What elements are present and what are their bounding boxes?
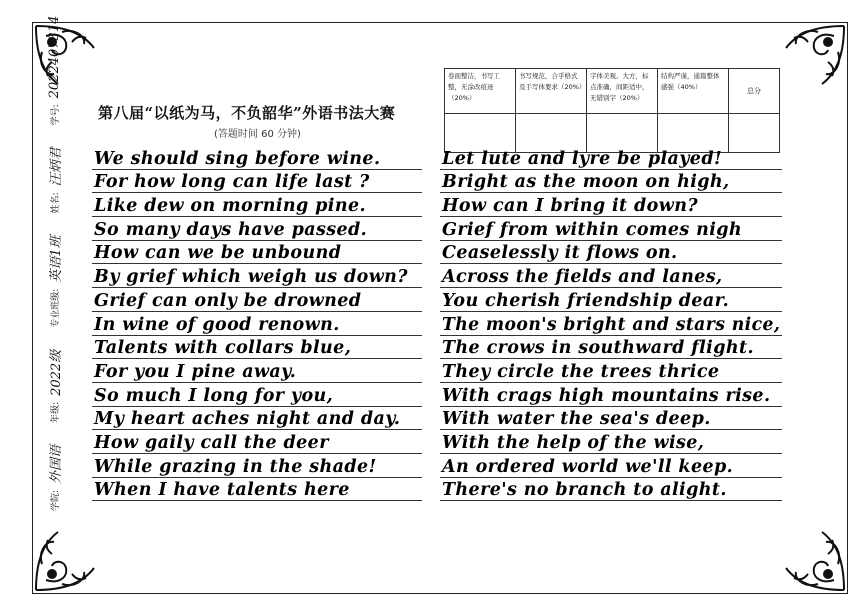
page-title: 第八届“以纸为马，不负韶华”外语书法大赛 <box>98 104 396 122</box>
poem-line-text: So many days have passed. <box>94 219 368 240</box>
corner-ornament-icon <box>778 524 848 594</box>
grade-value: 2022级 <box>48 349 64 396</box>
grade-label: 年级: <box>50 401 61 423</box>
school-label: 学院: <box>50 489 61 511</box>
poem-line-text: Ceaselessly it flows on. <box>442 243 678 264</box>
poem-line <box>92 312 422 336</box>
poem-line <box>92 265 422 289</box>
poem-line-text: Grief from within comes nigh <box>442 219 743 240</box>
poem-line-text: With water the sea's deep. <box>442 409 711 430</box>
poem-line <box>92 288 422 312</box>
poem-line <box>92 454 422 478</box>
score-criterion-structure: 结构严谨，通篇整体感强（40%） <box>658 69 729 114</box>
poem-line <box>440 407 782 431</box>
corner-ornament-icon <box>778 22 848 92</box>
poem-line-text: Across the fields and lanes, <box>442 267 723 288</box>
poem-line <box>92 170 422 194</box>
poem-line-text: You cherish friendship dear. <box>442 290 730 311</box>
score-table <box>444 68 780 153</box>
poem-line-text: For how long can life last ? <box>94 172 370 193</box>
score-criterion-aesthetics: 字体美观、大方，标点准确，间距适中，无错别字（20%） <box>587 69 658 114</box>
poem-line <box>440 478 782 502</box>
poem-line-text: Bright as the moon on high, <box>442 172 730 193</box>
time-limit-note: (答题时间 60 分钟) <box>214 129 301 140</box>
corner-ornament-icon <box>32 22 102 92</box>
poem-line-text: In wine of good renown. <box>94 314 340 335</box>
poem-line-text: How can we be unbound <box>94 243 342 264</box>
poem-line-text: My heart aches night and day. <box>94 409 401 430</box>
poem-line <box>92 217 422 241</box>
poem-line-text: When I have talents here <box>94 480 350 501</box>
score-total-header: 总分 <box>729 69 780 114</box>
poem-line-text: So much I long for you, <box>94 385 334 406</box>
poem-line <box>440 146 782 170</box>
poem-line-text: The moon's bright and stars nice, <box>442 314 781 335</box>
poem-line-text: How can I bring it down? <box>442 196 698 217</box>
score-criterion-neatness: 卷面整洁，书写工整，无涂改痕迹（20%） <box>445 69 516 114</box>
poem-line <box>440 336 782 360</box>
poem-line <box>92 336 422 360</box>
poem-line <box>92 359 422 383</box>
poem-line <box>440 383 782 407</box>
poem-line <box>440 241 782 265</box>
poem-line <box>440 193 782 217</box>
poem-line <box>92 193 422 217</box>
poem-line <box>92 430 422 454</box>
poem-line <box>92 146 422 170</box>
id-value: 2022407314 <box>46 15 62 99</box>
poem-line <box>92 241 422 265</box>
score-criterion-format: 书写规范，合乎格式及手写体要求（20%） <box>516 69 587 114</box>
school-value: 外国语 <box>48 444 64 484</box>
poem-line-text: We should sing before wine. <box>94 148 381 169</box>
id-label: 学号: <box>50 104 61 126</box>
poem-line-text: Like dew on morning pine. <box>94 196 366 217</box>
poem-line <box>440 217 782 241</box>
poem-line <box>440 288 782 312</box>
poem-line-text: How gaily call the deer <box>94 433 329 454</box>
poem-line-text: By grief which weigh us down? <box>94 267 408 288</box>
major-label: 专业班级: <box>50 288 61 328</box>
major-value: 英语1班 <box>48 235 64 283</box>
poem-line <box>440 312 782 336</box>
poem-line-text: The crows in southward flight. <box>442 338 754 359</box>
poem-line <box>92 478 422 502</box>
poem-line-text: Let lute and lyre be played! <box>442 148 723 169</box>
poem-line <box>440 170 782 194</box>
poem-line <box>92 383 422 407</box>
name-value: 汪炳君 <box>48 147 64 187</box>
poem-line-text: There's no branch to alight. <box>442 480 727 501</box>
poem-line <box>440 359 782 383</box>
poem-line <box>440 430 782 454</box>
poem-line <box>440 454 782 478</box>
corner-ornament-icon <box>32 524 102 594</box>
poem-line-text: An ordered world we'll keep. <box>442 456 734 477</box>
poem-line <box>440 265 782 289</box>
poem-left-column <box>92 146 422 506</box>
poem-line-text: They circle the trees thrice <box>442 361 720 382</box>
poem-right-column <box>440 146 782 506</box>
poem-line-text: Talents with collars blue, <box>94 338 352 359</box>
poem-line-text: Grief can only be drowned <box>94 290 362 311</box>
student-info-strip <box>44 15 66 511</box>
poem-line <box>92 407 422 431</box>
poem-line-text: With crags high mountains rise. <box>442 385 771 406</box>
name-label: 姓名: <box>50 192 61 214</box>
poem-line-text: While grazing in the shade! <box>94 456 377 477</box>
poem-line-text: For you I pine away. <box>94 361 297 382</box>
poem-line-text: With the help of the wise, <box>442 433 705 454</box>
